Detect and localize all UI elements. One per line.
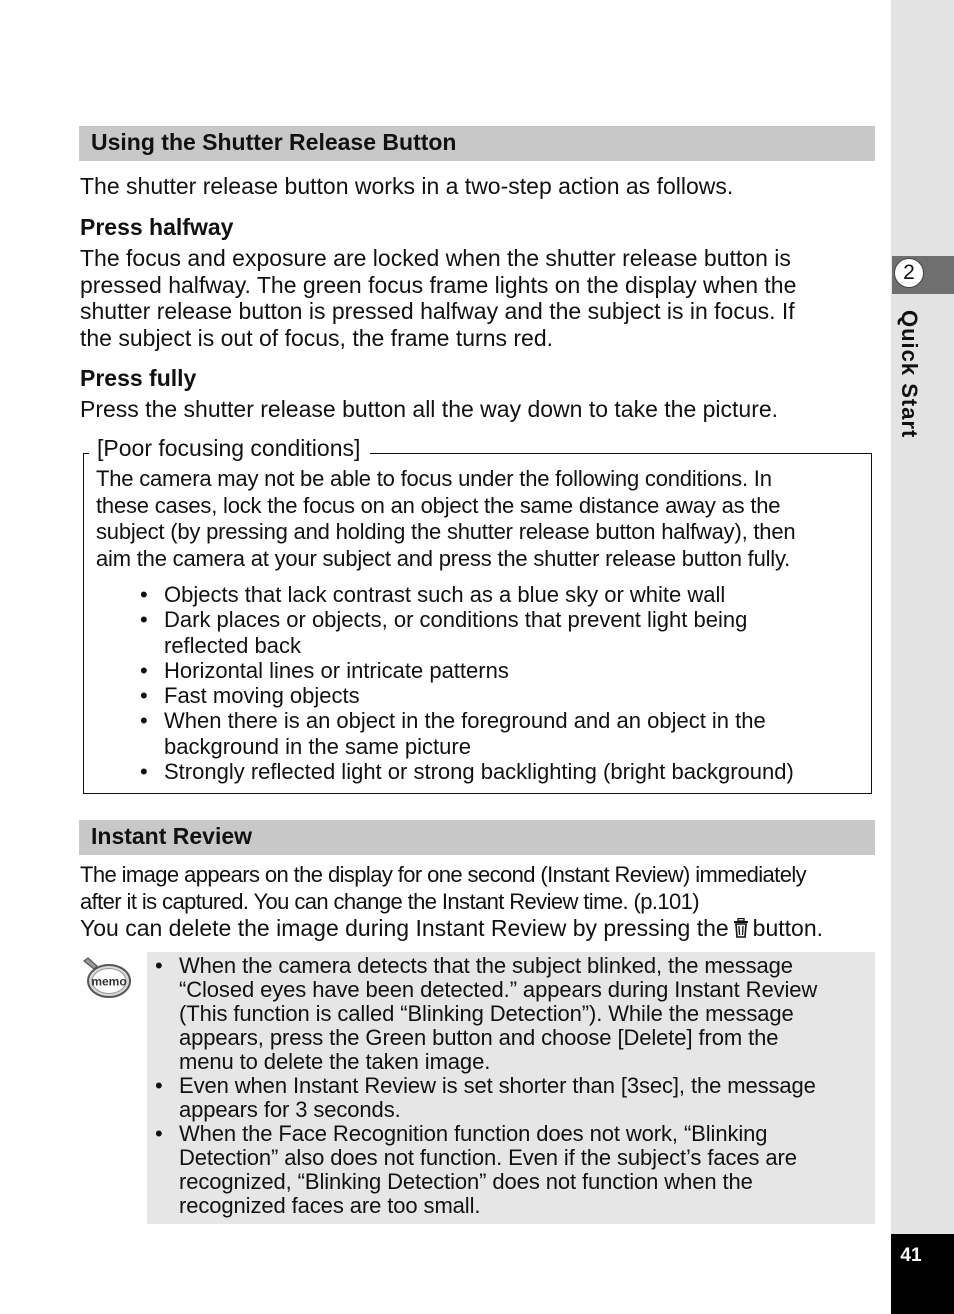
list-item: • When there is an object in the foreground and an object in the background in the same picture <box>140 708 766 759</box>
instant-review-delete-text: You can delete the image during Instant Review by pressing the button. <box>80 915 823 944</box>
page-number: 41 <box>900 1245 922 1266</box>
trash-icon <box>733 917 749 944</box>
section-heading-shutter: Using the Shutter Release Button <box>79 126 875 161</box>
chapter-title: Quick Start <box>897 310 922 439</box>
list-item: • Strongly reflected light or strong backlighting (bright background) <box>140 759 794 785</box>
memo-icon <box>80 955 132 999</box>
section-heading-instant-review: Instant Review <box>79 820 875 855</box>
list-item: • Fast moving objects <box>140 683 360 709</box>
press-halfway-title: Press halfway <box>80 214 234 240</box>
memo-list <box>155 954 817 1218</box>
list-item: • Dark places or objects, or conditions that prevent light being reflected back <box>140 607 748 658</box>
poor-focus-title: [Poor focusing conditions] <box>89 434 370 462</box>
svg-text:memo: memo <box>91 974 127 989</box>
poor-focus-text: The camera may not be able to focus under the following conditions. In these cases, lock the focus on an object the same distance away as the subject (by pressing and holding the shutter release button halfway), then aim the camera at your subject and press the shutter release button fully. <box>96 466 796 572</box>
shutter-intro: The shutter release button works in a two-step action as follows. <box>80 173 734 199</box>
press-fully-title: Press fully <box>80 365 197 391</box>
list-item: • When the Face Recognition function does not work, “Blinking Detection” also does not function. Even if the subject’s faces are recognized, “Blinking Detection” does not function when the recognized faces are too small. <box>155 1121 797 1218</box>
list-item: • When the camera detects that the subject blinked, the message “Closed eyes have been detected.” appears during Instant Review (This function is called “Blinking Detection”). While the message appears, press the Green button and choose [Delete] from the menu to delete the taken image. <box>155 953 818 1074</box>
press-halfway-text: The focus and exposure are locked when the shutter release button is pressed halfway. The green focus frame lights on the display when the shutter release button is pressed halfway and the subject is in focus. If the subject is out of focus, the frame turns red. <box>80 245 797 351</box>
press-fully-text: Press the shutter release button all the way down to take the picture. <box>80 396 779 422</box>
poor-focus-list <box>140 582 794 784</box>
instant-review-text: The image appears on the display for one second (Instant Review) immediately after it is captured. You can change the Instant Review time. (p.101) <box>80 862 807 914</box>
chapter-number: 2 <box>894 258 924 288</box>
list-item: • Horizontal lines or intricate patterns <box>140 657 509 683</box>
list-item: • Objects that lack contrast such as a blue sky or white wall <box>140 582 726 607</box>
chapter-sidebar <box>891 0 954 1314</box>
list-item: • Even when Instant Review is set shorter than [3sec], the message appears for 3 seconds. <box>155 1073 816 1122</box>
